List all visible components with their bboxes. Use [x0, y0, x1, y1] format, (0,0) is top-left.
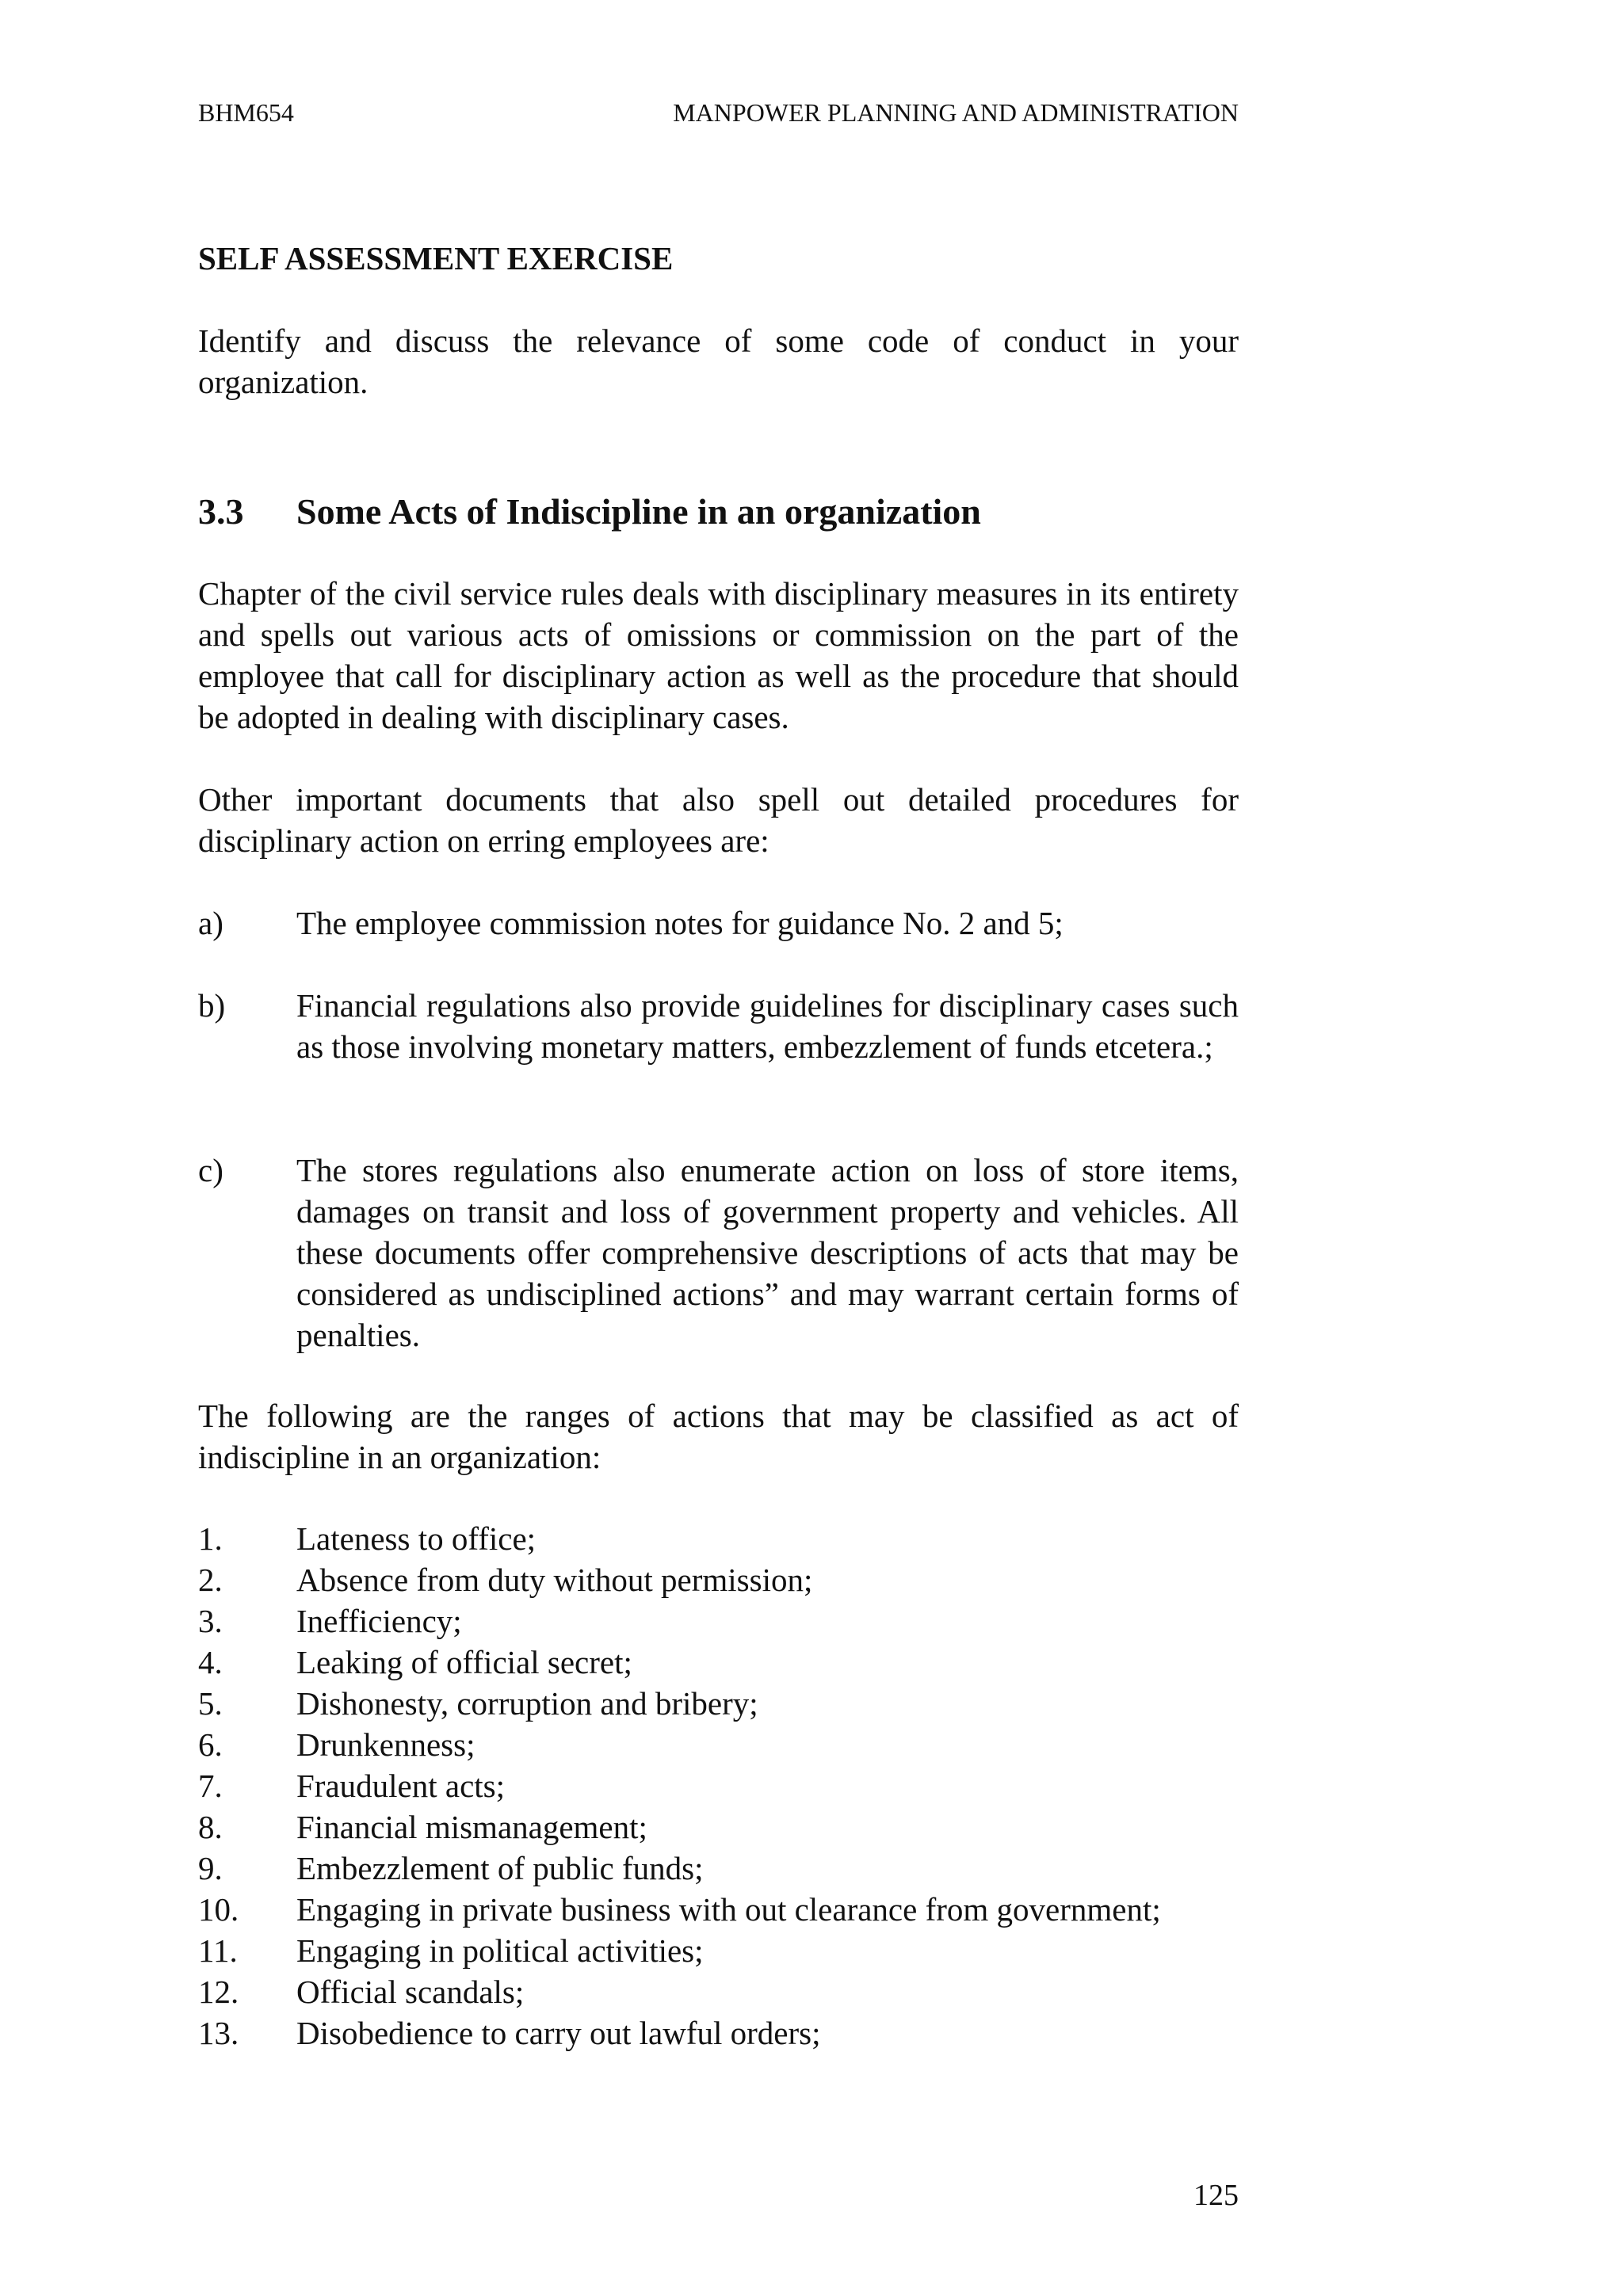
item-marker: c) [198, 1152, 223, 1188]
list-text: Dishonesty, corruption and bribery; [296, 1685, 758, 1722]
list-number: 3. [198, 1603, 223, 1639]
list-item [198, 1559, 1239, 1600]
section-title: Some Acts of Indiscipline in an organization [296, 491, 981, 532]
list-number: 11. [198, 1932, 238, 1969]
list-number: 10. [198, 1891, 239, 1928]
list-text: Official scandals; [296, 1974, 525, 2010]
list-item [198, 1889, 1239, 1930]
list-text: Absence from duty without permission; [296, 1562, 813, 1598]
list-number: 13. [198, 2015, 239, 2051]
list-item [198, 2012, 1239, 2054]
list-text: Financial mismanagement; [296, 1809, 647, 1845]
list-number: 2. [198, 1562, 223, 1598]
list-item [198, 1724, 1239, 1765]
course-code: BHM654 [198, 98, 294, 127]
item-text: Financial regulations also provide guidelines for disciplinary cases such as those involving monetary matters, embezzlement of funds etcetera.; [296, 987, 1239, 1065]
self-assessment-text: Identify and discuss the relevance of some code of conduct in your organization. [198, 322, 1239, 400]
list-text: Inefficiency; [296, 1603, 462, 1639]
item-text: The stores regulations also enumerate action on loss of store items, damages on transit and loss of government property and vehicles. All these documents offer comprehensive descriptions of acts that may be considered as undisciplined actions” and may warrant certain forms of penalties. [296, 1152, 1239, 1353]
list-text: Drunkenness; [296, 1726, 475, 1763]
list-item [198, 1642, 1239, 1683]
list-number: 5. [198, 1685, 223, 1722]
other-documents-paragraph: Other important documents that also spell out detailed procedures for disciplinary action on erring employees are: [198, 781, 1239, 859]
list-text: Leaking of official secret; [296, 1644, 632, 1680]
list-item [198, 1600, 1239, 1642]
list-number: 6. [198, 1726, 223, 1763]
list-text: Lateness to office; [296, 1520, 537, 1557]
list-number: 9. [198, 1850, 223, 1886]
section-number: 3.3 [198, 491, 244, 532]
list-number: 4. [198, 1644, 223, 1680]
list-text: Engaging in private business with out clearance from government; [296, 1891, 1161, 1928]
list-text: Engaging in political activities; [296, 1932, 704, 1969]
list-number: 8. [198, 1809, 223, 1845]
item-marker: a) [198, 905, 223, 941]
running-header [198, 97, 1239, 128]
document-page [198, 0, 1239, 2296]
ranges-paragraph: The following are the ranges of actions that may be classified as act of indiscipline in an organization: [198, 1398, 1239, 1475]
list-item [198, 1971, 1239, 2012]
course-title: MANPOWER PLANNING AND ADMINISTRATION [673, 98, 1239, 127]
list-number: 12. [198, 1974, 239, 2010]
page-number: 125 [1193, 2179, 1239, 2212]
list-item [198, 1765, 1239, 1806]
self-assessment-title: SELF ASSESSMENT EXERCISE [198, 240, 674, 277]
list-text: Fraudulent acts; [296, 1768, 506, 1804]
list-number: 7. [198, 1768, 223, 1804]
list-item [198, 1930, 1239, 1971]
list-text: Embezzlement of public funds; [296, 1850, 704, 1886]
indiscipline-list [198, 1518, 1239, 2054]
list-item [198, 1806, 1239, 1848]
list-text: Disobedience to carry out lawful orders; [296, 2015, 821, 2051]
item-marker: b) [198, 987, 226, 1024]
list-number: 1. [198, 1520, 223, 1557]
list-item [198, 1518, 1239, 1559]
item-text: The employee commission notes for guidance No. 2 and 5; [296, 905, 1064, 941]
list-item [198, 1848, 1239, 1889]
list-item [198, 1683, 1239, 1724]
intro-paragraph: Chapter of the civil service rules deals with disciplinary measures in its entirety and spells out various acts of omissions or commission on the part of the employee that call for disciplinary action as well as the procedure that should be adopted in dealing with disciplinary cases. [198, 575, 1239, 735]
